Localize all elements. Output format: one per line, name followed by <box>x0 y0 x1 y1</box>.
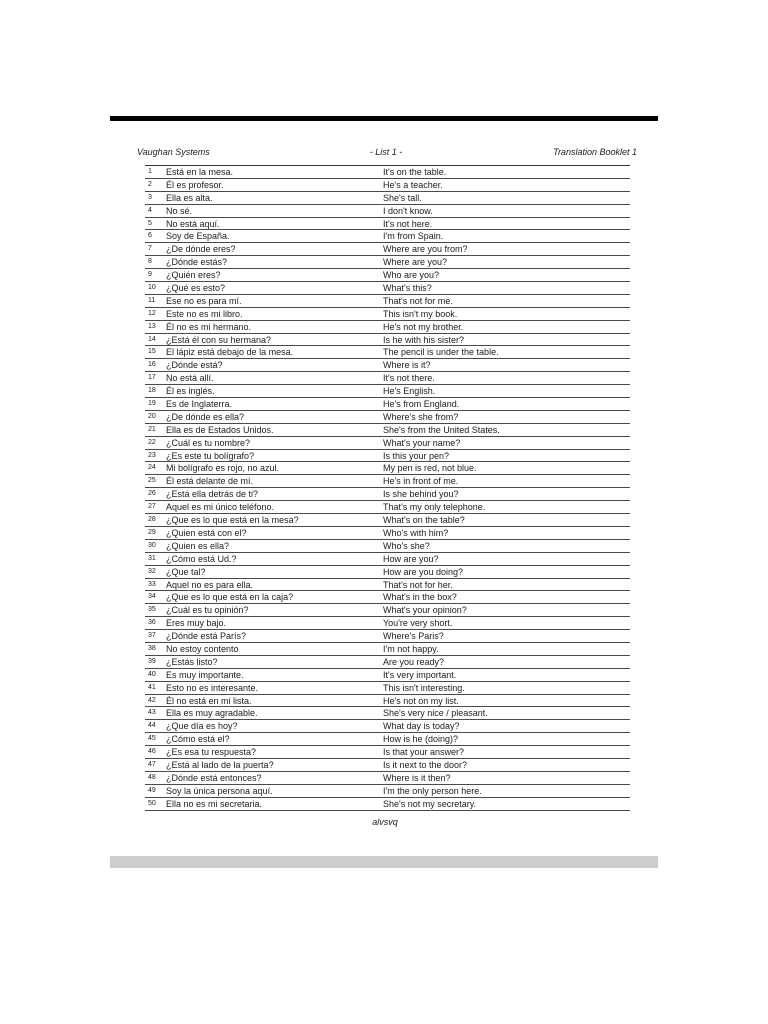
english-translation: She's very nice / pleasant. <box>383 708 488 719</box>
english-translation: That's not for her. <box>383 579 453 590</box>
spanish-phrase: Es de Inglaterra. <box>166 399 233 410</box>
row-number: 4 <box>148 206 152 214</box>
row-number: 24 <box>148 464 156 472</box>
english-translation: Where's Paris? <box>383 631 444 642</box>
english-translation: What's in the box? <box>383 592 457 603</box>
row-number: 8 <box>148 258 152 266</box>
english-translation: What day is today? <box>383 721 460 732</box>
spanish-phrase: ¿Estás listo? <box>166 656 218 667</box>
english-translation: Is she behind you? <box>383 489 459 500</box>
table-row <box>145 269 630 282</box>
table-row <box>145 604 630 617</box>
row-number: 49 <box>148 786 156 794</box>
row-number: 32 <box>148 567 156 575</box>
row-number: 6 <box>148 232 152 240</box>
english-translation: You're very short. <box>383 618 453 629</box>
english-translation: How are you doing? <box>383 566 464 577</box>
table-row <box>145 733 630 746</box>
english-translation: It's not there. <box>383 373 435 384</box>
row-number: 26 <box>148 490 156 498</box>
english-translation: It's very important. <box>383 669 457 680</box>
spanish-phrase: Mi bolígrafo es rojo, no azul. <box>166 463 280 474</box>
english-translation: Are you ready? <box>383 656 445 667</box>
spanish-phrase: No está allí. <box>166 373 214 384</box>
english-translation: Is that your answer? <box>383 747 465 758</box>
row-number: 15 <box>148 348 156 356</box>
spanish-phrase: Él está delante de mí. <box>166 476 254 487</box>
row-number: 12 <box>148 309 156 317</box>
spanish-phrase: Ella no es mi secretaria. <box>166 798 263 809</box>
table-row <box>145 282 630 295</box>
row-number: 31 <box>148 554 156 562</box>
spanish-phrase: ¿Que es lo que está en la mesa? <box>166 515 299 526</box>
table-row <box>145 540 630 553</box>
row-number: 44 <box>148 722 156 730</box>
spanish-phrase: Soy de España. <box>166 231 230 242</box>
table-row <box>145 772 630 785</box>
spanish-phrase: ¿Quién eres? <box>166 270 221 281</box>
table-row <box>145 579 630 592</box>
english-translation: What's this? <box>383 283 432 294</box>
table-row <box>145 707 630 720</box>
spanish-phrase: ¿Que es lo que está en la caja? <box>166 592 294 603</box>
row-number: 40 <box>148 670 156 678</box>
table-row <box>145 566 630 579</box>
table-row <box>145 411 630 424</box>
table-row <box>145 643 630 656</box>
row-number: 28 <box>148 516 156 524</box>
row-number: 30 <box>148 541 156 549</box>
table-row <box>145 527 630 540</box>
spanish-phrase: ¿Dónde está? <box>166 360 223 371</box>
english-translation: Who's with him? <box>383 527 449 538</box>
table-row <box>145 205 630 218</box>
spanish-phrase: Él es profesor. <box>166 179 224 190</box>
spanish-phrase: ¿Dónde estás? <box>166 257 228 268</box>
table-row <box>145 385 630 398</box>
table-row <box>145 553 630 566</box>
row-number: 41 <box>148 683 156 691</box>
english-translation: I'm the only person here. <box>383 785 482 796</box>
table-row <box>145 334 630 347</box>
table-row <box>145 424 630 437</box>
row-number: 33 <box>148 580 156 588</box>
english-translation: He's in front of me. <box>383 476 459 487</box>
row-number: 21 <box>148 425 156 433</box>
table-row <box>145 179 630 192</box>
spanish-phrase: Está en la mesa. <box>166 167 234 177</box>
row-number: 19 <box>148 400 156 408</box>
spanish-phrase: Ella es de Estados Unidos. <box>166 424 274 435</box>
table-row <box>145 798 630 811</box>
row-number: 38 <box>148 644 156 652</box>
spanish-phrase: Él es inglés. <box>166 386 215 397</box>
table-row <box>145 166 630 179</box>
list-title: - List 1 - <box>369 147 403 157</box>
english-translation: He's English. <box>383 386 436 397</box>
table-row <box>145 475 630 488</box>
table-row <box>145 695 630 708</box>
row-number: 5 <box>148 219 152 227</box>
row-number: 16 <box>148 361 156 369</box>
footer-code: alvsvq <box>372 817 398 827</box>
spanish-phrase: ¿Está él con su hermana? <box>166 334 272 345</box>
row-number: 13 <box>148 322 156 330</box>
table-row <box>145 372 630 385</box>
spanish-phrase: Soy la única persona aquí. <box>166 785 273 796</box>
spanish-phrase: ¿Que día es hoy? <box>166 721 238 732</box>
row-number: 47 <box>148 760 156 768</box>
row-number: 27 <box>148 503 156 511</box>
english-translation: Who are you? <box>383 270 440 281</box>
english-translation: What's your opinion? <box>383 605 467 616</box>
spanish-phrase: El lápiz está debajo de la mesa. <box>166 347 294 358</box>
table-row <box>145 591 630 604</box>
row-number: 18 <box>148 387 156 395</box>
row-number: 17 <box>148 374 156 382</box>
english-translation: My pen is red, not blue. <box>383 463 477 474</box>
row-number: 39 <box>148 657 156 665</box>
english-translation: What's your name? <box>383 437 461 448</box>
english-translation: That's my only telephone. <box>383 502 486 513</box>
english-translation: I don't know. <box>383 205 433 216</box>
table-row <box>145 256 630 269</box>
row-number: 14 <box>148 335 156 343</box>
spanish-phrase: Aquel no es para ella. <box>166 579 254 590</box>
english-translation: Where is it then? <box>383 772 451 783</box>
table-row <box>145 720 630 733</box>
spanish-phrase: ¿Está al lado de la puerta? <box>166 759 274 770</box>
spanish-phrase: ¿Es este tu bolígrafo? <box>166 450 255 461</box>
row-number: 11 <box>148 296 156 304</box>
spanish-phrase: Aquel es mi único teléfono. <box>166 502 275 513</box>
row-number: 50 <box>148 799 156 807</box>
row-number: 46 <box>148 748 156 756</box>
table-row <box>145 746 630 759</box>
row-number: 35 <box>148 606 156 614</box>
spanish-phrase: ¿De dónde es ella? <box>166 411 245 422</box>
english-translation: I'm from Spain. <box>383 231 444 242</box>
spanish-phrase: ¿Es esa tu respuesta? <box>166 747 257 758</box>
spanish-phrase: No sé. <box>166 205 193 216</box>
row-number: 25 <box>148 477 156 485</box>
row-number: 1 <box>148 168 152 175</box>
english-translation: How is he (doing)? <box>383 734 459 745</box>
english-translation: He's not on my list. <box>383 695 459 706</box>
row-number: 45 <box>148 735 156 743</box>
spanish-phrase: No está aquí. <box>166 218 220 229</box>
spanish-phrase: Esto no es interesante. <box>166 682 259 693</box>
spanish-phrase: Él no está en mi lista. <box>166 695 252 706</box>
english-translation: What's on the table? <box>383 515 465 526</box>
table-row <box>145 682 630 695</box>
table-row <box>145 230 630 243</box>
spanish-phrase: Ese no es para mí. <box>166 295 242 306</box>
table-row <box>145 398 630 411</box>
spanish-phrase: Este no es mi libro. <box>166 308 243 319</box>
english-translation: Is this your pen? <box>383 450 450 461</box>
spanish-phrase: ¿Quien está con el? <box>166 527 247 538</box>
english-translation: The pencil is under the table. <box>383 347 499 358</box>
table-row <box>145 759 630 772</box>
english-translation: Who's she? <box>383 540 430 551</box>
row-number: 10 <box>148 284 156 292</box>
spanish-phrase: ¿Cuál es tu opinión? <box>166 605 249 616</box>
english-translation: This isn't my book. <box>383 308 458 319</box>
bottom-rule <box>110 856 658 868</box>
english-translation: He's from England. <box>383 399 460 410</box>
table-row <box>145 785 630 798</box>
row-number: 20 <box>148 412 156 420</box>
spanish-phrase: ¿Dónde está entonces? <box>166 772 262 783</box>
table-row <box>145 192 630 205</box>
publisher-name: Vaughan Systems <box>137 147 210 157</box>
row-number: 48 <box>148 773 156 781</box>
table-row <box>145 450 630 463</box>
row-number: 3 <box>148 193 152 201</box>
english-translation: He's a teacher. <box>383 179 443 190</box>
table-row <box>145 359 630 372</box>
spanish-phrase: Ella es muy agradable. <box>166 708 258 719</box>
spanish-phrase: ¿Qué es esto? <box>166 283 226 294</box>
spanish-phrase: ¿Cómo está el? <box>166 734 230 745</box>
english-translation: That's not for me. <box>383 295 453 306</box>
english-translation: She's from the United States. <box>383 424 500 435</box>
row-number: 36 <box>148 619 156 627</box>
row-number: 43 <box>148 709 156 717</box>
row-number: 34 <box>148 593 156 601</box>
row-number: 22 <box>148 438 156 446</box>
english-translation: She's tall. <box>383 192 422 203</box>
english-translation: She's not my secretary. <box>383 798 477 809</box>
table-row <box>145 295 630 308</box>
spanish-phrase: ¿Está ella detrás de ti? <box>166 489 259 500</box>
english-translation: Is he with his sister? <box>383 334 465 345</box>
table-row <box>145 321 630 334</box>
table-row <box>145 656 630 669</box>
table-row <box>145 630 630 643</box>
table-row <box>145 617 630 630</box>
row-number: 7 <box>148 245 152 253</box>
row-number: 29 <box>148 528 156 536</box>
spanish-phrase: ¿Que tal? <box>166 566 206 577</box>
english-translation: He's not my brother. <box>383 321 464 332</box>
table-row <box>145 462 630 475</box>
spanish-phrase: ¿Cuál es tu nombre? <box>166 437 251 448</box>
english-translation: Where is it? <box>383 360 431 371</box>
english-translation: This isn't interesting. <box>383 682 465 693</box>
translation-table <box>145 165 630 811</box>
row-number: 23 <box>148 451 156 459</box>
row-number: 2 <box>148 180 152 188</box>
top-rule <box>110 116 658 121</box>
spanish-phrase: ¿De dónde eres? <box>166 244 236 255</box>
english-translation: Where's she from? <box>383 411 459 422</box>
english-translation: It's not here. <box>383 218 433 229</box>
english-translation: Where are you from? <box>383 244 468 255</box>
table-row <box>145 218 630 231</box>
spanish-phrase: ¿Quien es ella? <box>166 540 230 551</box>
english-translation: Is it next to the door? <box>383 759 468 770</box>
booklet-title: Translation Booklet 1 <box>553 147 637 157</box>
spanish-phrase: Él no es mi hermano. <box>166 321 252 332</box>
spanish-phrase: ¿Dónde está París? <box>166 631 247 642</box>
spanish-phrase: No estoy contento <box>166 643 239 654</box>
spanish-phrase: Eres muy bajo. <box>166 618 227 629</box>
row-number: 42 <box>148 696 156 704</box>
english-translation: How are you? <box>383 553 439 564</box>
table-row <box>145 514 630 527</box>
english-translation: It's on the table. <box>383 167 447 177</box>
spanish-phrase: ¿Cómo está Ud.? <box>166 553 237 564</box>
table-row <box>145 243 630 256</box>
table-row <box>145 308 630 321</box>
english-translation: I'm not happy. <box>383 643 439 654</box>
english-translation: Where are you? <box>383 257 448 268</box>
table-row <box>145 437 630 450</box>
row-number: 37 <box>148 632 156 640</box>
table-row <box>145 346 630 359</box>
table-row <box>145 488 630 501</box>
table-row <box>145 669 630 682</box>
row-number: 9 <box>148 271 152 279</box>
spanish-phrase: Ella es alta. <box>166 192 213 203</box>
spanish-phrase: Es muy importante. <box>166 669 244 680</box>
table-row <box>145 501 630 514</box>
